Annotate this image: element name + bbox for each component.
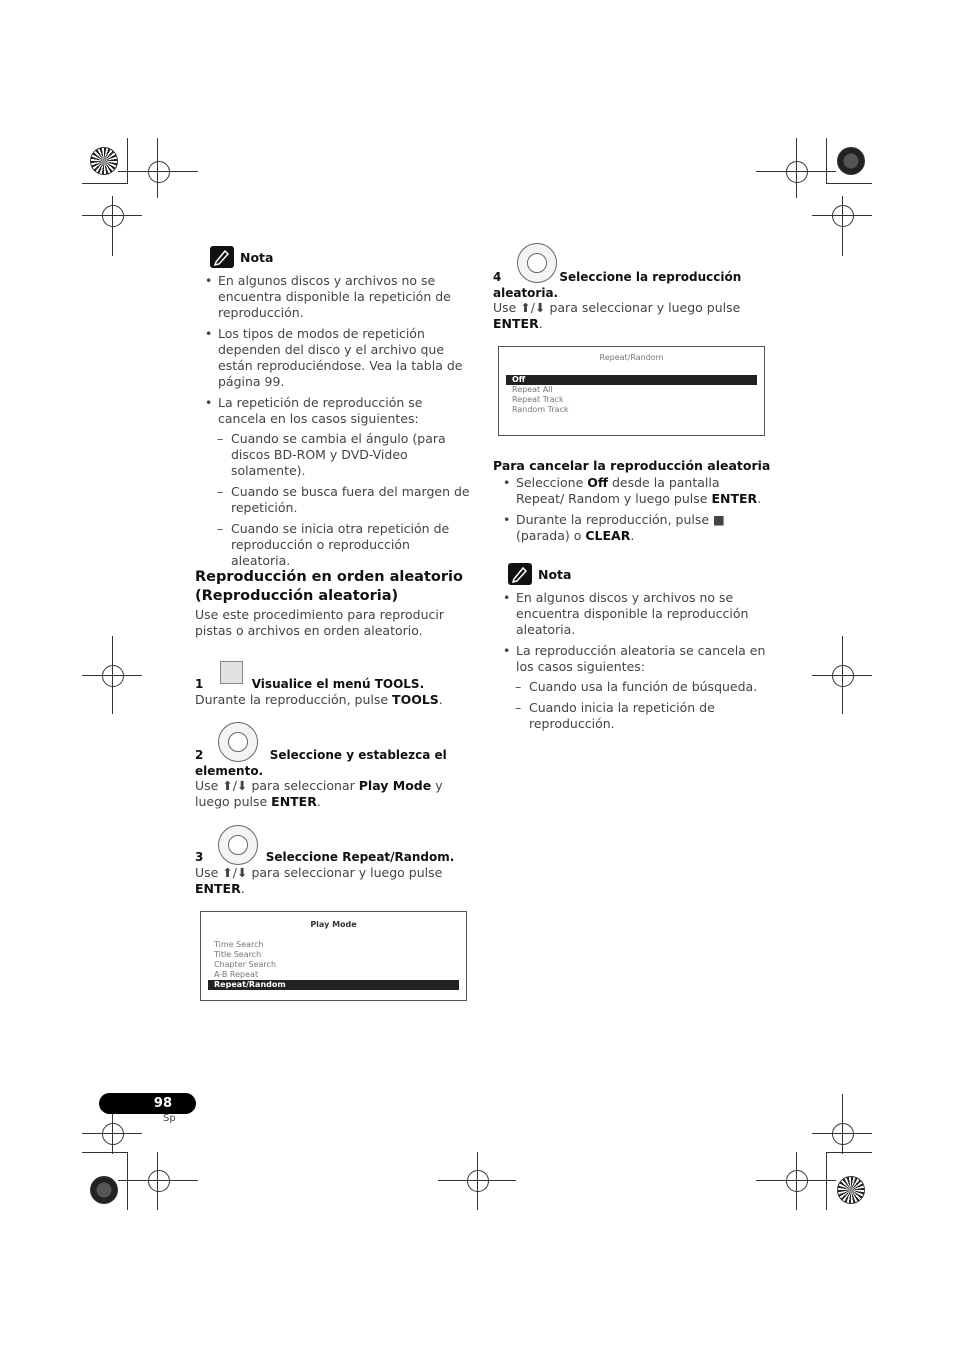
list-item: – Cuando se inicia otra repetición de reproducción o reproducción aleatoria.: [195, 521, 473, 569]
crosshair-icon: [832, 1123, 854, 1145]
step1-text: Durante la reproducción, pulse TOOLS.: [195, 692, 443, 707]
crosshair-icon: [467, 1170, 489, 1192]
list-item: • En algunos discos y archivos no se encuentra disponible la reproducción aleatoria.: [493, 590, 771, 638]
pencil-note-icon: [210, 246, 234, 268]
left-nota-list: [195, 273, 473, 574]
list-item: • La reproducción aleatoria se cancela en los casos siguientes: – Cuando usa la función de búsqueda. – Cuando inicia la repetición de reproducción.: [493, 643, 771, 732]
crosshair-icon: [148, 1170, 170, 1192]
list-item: • La repetición de reproducción se cancela en los casos siguientes: – Cuando se cambia el ángulo (para discos BD-ROM y DVD-Video solamente). – Cuando se busca fuera del margen de repetición. – Cuando se inicia otra repetición de reproducción o reproducción aleatoria.: [195, 395, 473, 569]
cancel-heading: Para cancelar la reproducción aleatoria: [493, 458, 771, 473]
menu-item-selected: Off: [506, 375, 757, 385]
crosshair-icon: [102, 1123, 124, 1145]
language-label: Sp: [163, 1113, 176, 1124]
section-heading: Reproducción en orden aleatorio (Reproducción aleatoria): [195, 569, 463, 604]
right-nota-list: [493, 590, 771, 737]
screen-title: Play Mode: [310, 920, 357, 929]
menu-item: Title Search: [214, 950, 262, 959]
registration-mark-icon: [837, 1176, 865, 1204]
list-item: • Durante la reproducción, pulse ■ (parada) o CLEAR.: [493, 512, 771, 544]
crosshair-icon: [832, 665, 854, 687]
step1-title: 1 Visualice el menú TOOLS.: [195, 677, 425, 691]
nota-label: Nota: [538, 566, 572, 582]
list-item: • Los tipos de modos de repetición dependen del disco y el archivo que están reproduciéndose. Vea la tabla de página 99.: [195, 326, 473, 390]
crosshair-icon: [102, 665, 124, 687]
menu-item: Time Search: [214, 940, 264, 949]
crosshair-icon: [102, 205, 124, 227]
crosshair-icon: [148, 161, 170, 183]
crosshair-icon: [786, 161, 808, 183]
menu-item: Chapter Search: [214, 960, 277, 969]
crosshair-icon: [786, 1170, 808, 1192]
registration-mark-icon: [837, 147, 865, 175]
section-intro: Use este procedimiento para reproducir pistas o archivos en orden aleatorio.: [195, 607, 445, 638]
menu-item: Repeat All: [512, 385, 553, 394]
list-item: • En algunos discos y archivos no se encuentra disponible la repetición de reproducción.: [195, 273, 473, 321]
nota-label: Nota: [240, 249, 274, 265]
list-item: – Cuando se busca fuera del margen de repetición.: [195, 484, 473, 516]
page-number: 98: [99, 1093, 196, 1114]
right-nota: [508, 563, 768, 585]
repeat-random-screen: [498, 346, 765, 436]
registration-mark-icon: [90, 1176, 118, 1204]
list-item: – Cuando se cambia el ángulo (para discos BD-ROM y DVD-Video solamente).: [195, 431, 473, 479]
crosshair-icon: [832, 205, 854, 227]
play-mode-screen: [200, 911, 467, 1001]
nota-header: [508, 563, 768, 585]
registration-mark-icon: [90, 147, 118, 175]
menu-item: Repeat Track: [512, 395, 564, 404]
list-item: – Cuando usa la función de búsqueda.: [493, 679, 771, 695]
screen-title: Repeat/Random: [599, 353, 664, 362]
pencil-note-icon: [508, 563, 532, 585]
menu-item: Random Track: [512, 405, 569, 414]
step3-title: 3 Seleccione Repeat/Random.: [195, 850, 455, 864]
menu-item-selected: Repeat/Random: [208, 980, 459, 990]
left-nota: [210, 246, 470, 268]
list-item: • Seleccione Off desde la pantalla Repeat/ Random y luego pulse ENTER.: [493, 475, 771, 507]
list-item: – Cuando inicia la repetición de reproducción.: [493, 700, 771, 732]
menu-item: A-B Repeat: [214, 970, 259, 979]
nota-header: [210, 246, 470, 268]
cancel-list: [493, 475, 771, 549]
step3-text: Use ⬆/⬇ para seleccionar y luego pulse ENTER.: [195, 865, 443, 896]
step2-text: Use ⬆/⬇ para seleccionar Play Mode y luego pulse ENTER.: [195, 778, 443, 809]
step2-title: 2 Seleccione y establezca el elemento.: [195, 748, 447, 778]
step4-title: 4 Seleccione la reproducción aleatoria.: [493, 270, 742, 300]
step4-text: Use ⬆/⬇ para seleccionar y luego pulse ENTER.: [493, 300, 741, 331]
